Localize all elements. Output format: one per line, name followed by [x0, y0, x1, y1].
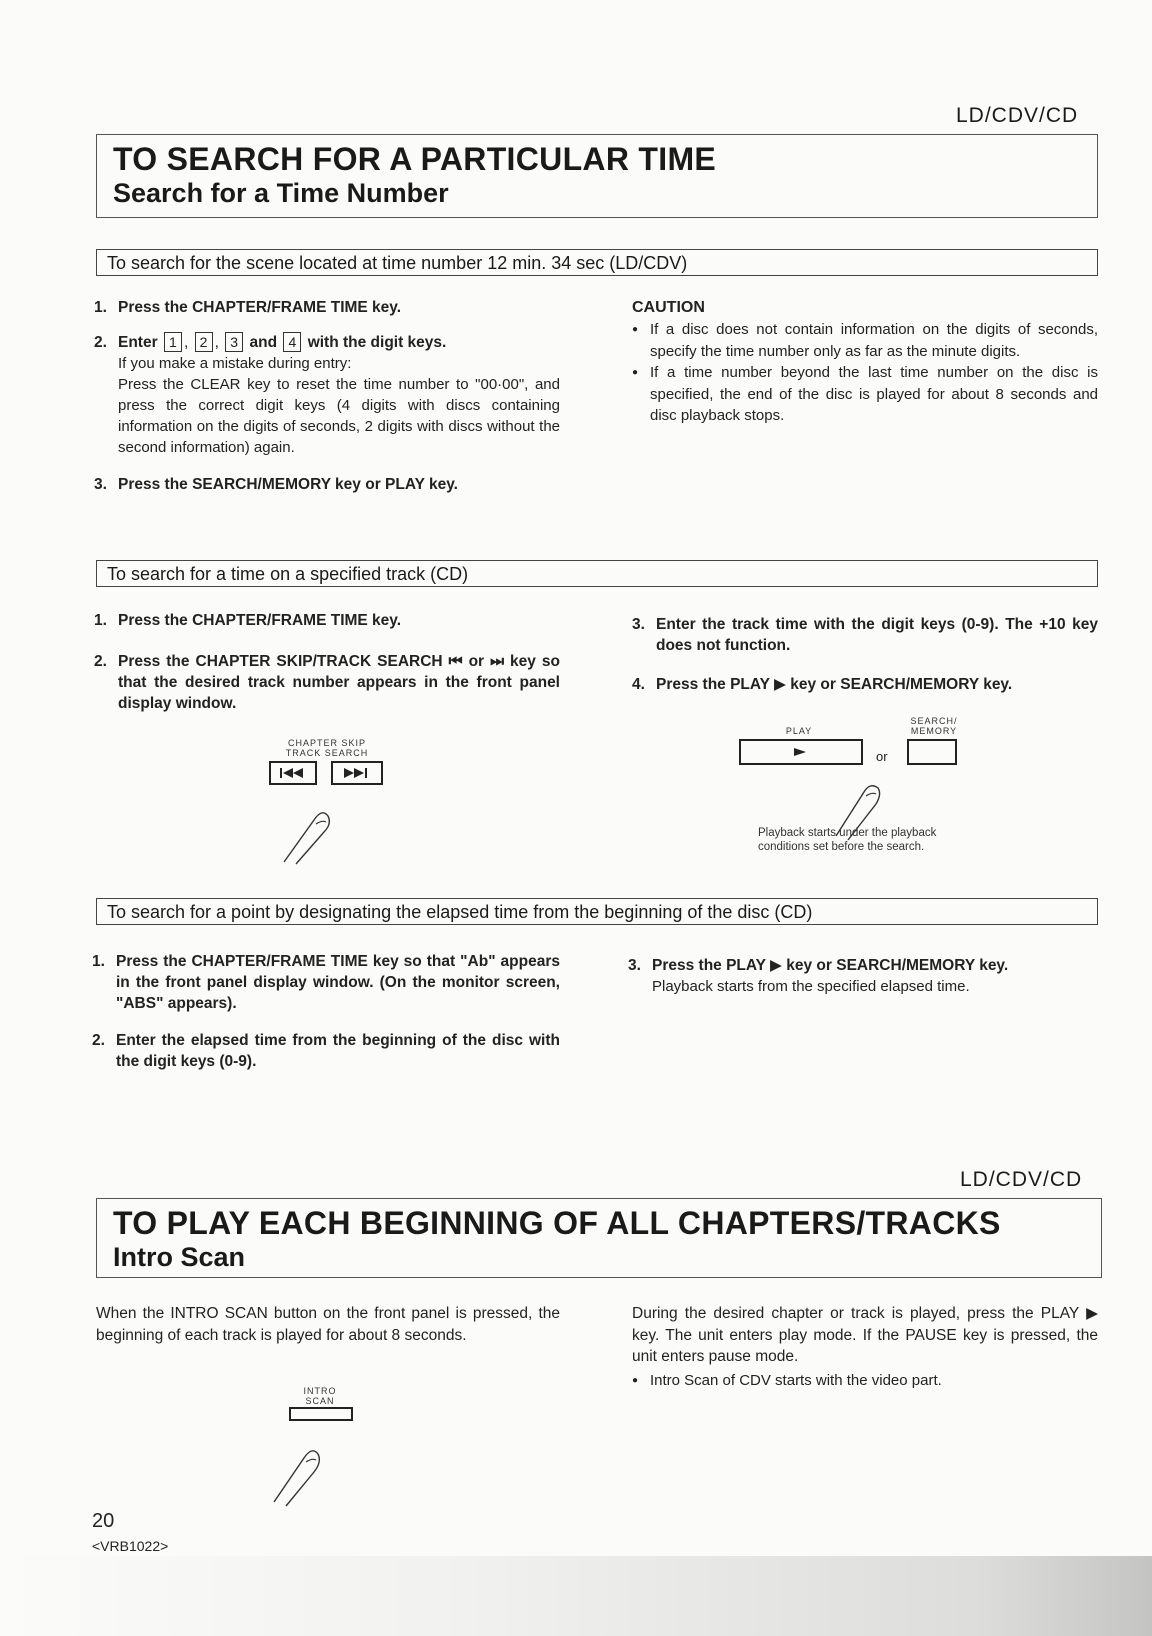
intro-scan-button	[290, 1408, 352, 1420]
section-tag: LD/CDV/CD	[956, 104, 1079, 127]
section-title-box	[96, 134, 1098, 218]
steps-column-right	[628, 955, 1098, 997]
step-1: 1. Press the CHAPTER/FRAME TIME key.	[94, 612, 402, 629]
figure-note: Playback starts under the playback conditions set before the search.	[758, 827, 937, 853]
steps-column-left	[92, 951, 560, 1072]
section-title-box	[96, 1198, 1102, 1278]
section-tag: LD/CDV/CD	[960, 1168, 1083, 1191]
digit-key-3: 3	[225, 332, 243, 352]
search-key-label: SEARCH/	[910, 716, 958, 726]
subsection-heading: To search for the scene located at time number 12 min. 34 sec (LD/CDV)	[96, 249, 1098, 276]
intro-scan-figure	[270, 1386, 370, 1515]
steps-column-right	[632, 614, 1098, 695]
skip-buttons-illustration	[266, 758, 388, 868]
figure-caption: CHAPTER SKIP	[287, 738, 366, 748]
chapter-skip-figure	[266, 738, 388, 873]
subsection-heading: To search for a point by designating the elapsed time from the beginning of the disc (CD)	[96, 898, 1098, 925]
section-title: TO SEARCH FOR A PARTICULAR TIME	[113, 141, 717, 177]
step-1: 1. Press the CHAPTER/FRAME TIME key.	[94, 299, 402, 316]
intro-bullet: ● Intro Scan of CDV starts with the video part.	[632, 1370, 1116, 1392]
caution-block	[632, 297, 1098, 427]
intro-scan-label: SCAN	[305, 1396, 335, 1406]
intro-paragraph: When the INTRO SCAN button on the front panel is pressed, the beginning of each track is played for about 8 seconds.	[96, 1305, 560, 1344]
section-subtitle: Search for a Time Number	[113, 178, 449, 208]
play-key-label: PLAY	[785, 726, 813, 736]
caution-item: ● If a disc does not contain information on the digits of seconds, specify the time number only as far as the minute digits.	[632, 319, 1098, 362]
step-3: 3. Enter the track time with the digit keys (0-9). The +10 key does not function.	[632, 616, 1098, 654]
digit-key-2: 2	[195, 332, 213, 352]
section-title: TO PLAY EACH BEGINNING OF ALL CHAPTERS/TRACKS	[113, 1205, 1001, 1241]
step-2: 2. Enter the elapsed time from the beginning of the disc with the digit keys (0-9).	[92, 1032, 560, 1070]
subsection-heading: To search for a time on a specified track (CD)	[96, 560, 1098, 587]
steps-column-left	[94, 610, 560, 714]
skip-forward-icon	[344, 768, 367, 778]
finger-icon	[284, 813, 329, 864]
steps-column-left	[94, 297, 560, 495]
document-code: <VRB1022>	[92, 1538, 169, 1554]
figure-caption: TRACK SEARCH	[285, 748, 369, 758]
step-2-note: Press the CLEAR key to reset the time number to "00·00", and press the correct digit keys (4 digits with discs containing information on the digits of seconds, 2 digits with discs without the second information) again.	[118, 376, 560, 456]
digit-key-4: 4	[283, 332, 301, 352]
intro-scan-label: INTRO	[303, 1386, 337, 1396]
step-4: 4. Press the PLAY ▶ key or SEARCH/MEMORY key.	[632, 676, 1013, 693]
skip-back-icon	[280, 768, 303, 778]
page-number: 20	[92, 1510, 115, 1532]
step-2: 2. Enter 1 , 2 , 3 and 4 with the digit keys. If you make a mistake during entry: Press the CLEAR key to reset the time number to "00·00", and press the correct digit keys (4 digits with discs containing information on the digits of seconds, 2 digits with discs without the second information) again.	[94, 334, 560, 456]
step-2: 2. Press the CHAPTER SKIP/TRACK SEARCH ⏮ or ⏭ key so that the desired track number appears in the front panel display window.	[94, 653, 560, 712]
step-3: 3. Press the SEARCH/MEMORY key or PLAY key.	[94, 476, 458, 493]
step-1: 1. Press the CHAPTER/FRAME TIME key so that "Ab" appears in the front panel display window. (On the monitor screen, "ABS" appears).	[92, 953, 560, 1012]
play-icon	[794, 748, 806, 756]
scan-shadow	[0, 1556, 1152, 1636]
step-2-note-heading: If you make a mistake during entry:	[118, 355, 352, 372]
step-3: 3. Press the PLAY ▶ key or SEARCH/MEMORY key. Playback starts from the specified elapsed time.	[628, 955, 1098, 997]
search-key-label: MEMORY	[910, 726, 958, 736]
or-label: or	[876, 749, 888, 764]
search-memory-button	[908, 740, 956, 764]
intro-scan-illustration	[270, 1406, 370, 1510]
intro-paragraph-right: During the desired chapter or track is played, press the PLAY ▶ key. The unit enters play mode. If the PAUSE key is pressed, the unit enters pause mode.	[632, 1305, 1098, 1365]
digit-key-1: 1	[164, 332, 182, 352]
caution-item: ● If a time number beyond the last time number on the disc is specified, the end of the disc is played for about 8 seconds and disc playback stops.	[632, 362, 1098, 427]
caution-title: CAUTION	[632, 299, 705, 316]
step-3-note: Playback starts from the specified elapsed time.	[652, 978, 970, 995]
section-subtitle: Intro Scan	[113, 1242, 246, 1272]
